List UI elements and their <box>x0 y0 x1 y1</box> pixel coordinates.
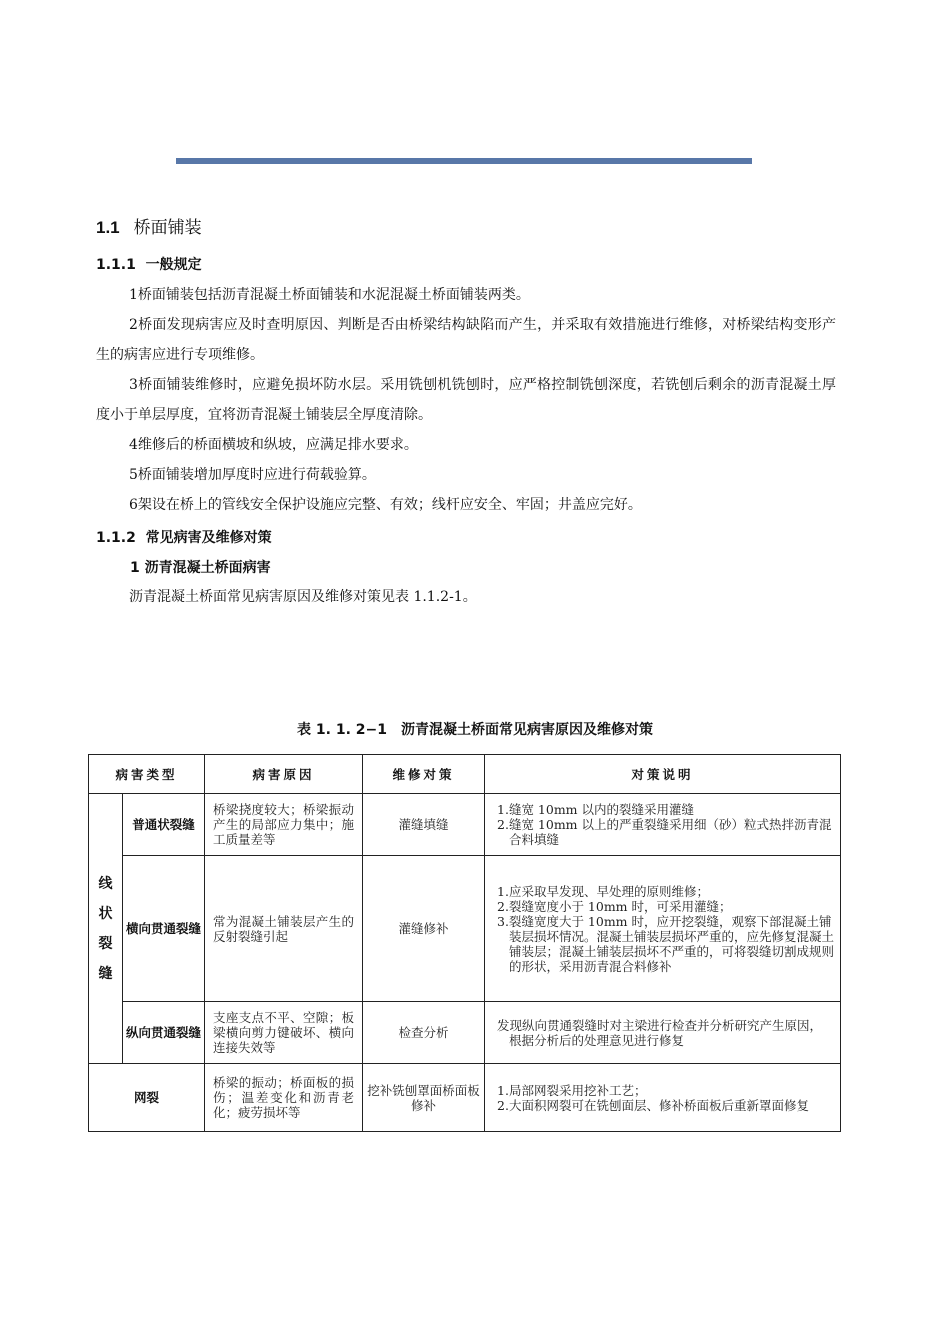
header-type: 病害类型 <box>89 755 205 794</box>
paragraph-6: 6架设在桥上的管线安全保护设施应完整、有效；线杆应安全、牢固；井盖应完好。 <box>129 497 642 513</box>
row-desc: 1.缝宽 10mm 以内的裂缝采用灌缝 2.缝宽 10mm 以上的严重裂缝采用细（砂）粒式热拌沥青混合料填缝 <box>485 794 841 856</box>
row-type: 纵向贯通裂缝 <box>123 1002 205 1064</box>
table-row <box>89 856 841 1002</box>
table-row <box>89 1002 841 1064</box>
group-label: 线状裂缝 <box>98 875 113 982</box>
row-desc: 1.局部网裂采用挖补工艺； 2.大面积网裂可在铣刨面层、修补桥面板后重新罩面修复 <box>485 1064 841 1132</box>
row-method: 灌缝填缝 <box>363 794 485 856</box>
section-number: 1.1 <box>96 218 120 237</box>
row-type: 横向贯通裂缝 <box>123 856 205 1002</box>
row-cause: 常为混凝土铺装层产生的反射裂缝引起 <box>205 856 363 1002</box>
paragraph-2: 2桥面发现病害应及时查明原因、判断是否由桥梁结构缺陷而产生，并采取有效措施进行维修，对桥梁结构变形产生的病害应进行专项维修。 <box>96 317 836 363</box>
subsection-heading-diseases: 1.1.2 常见病害及维修对策 <box>96 530 272 546</box>
row-cause: 桥梁挠度较大；桥梁振动产生的局部应力集中；施工质量差等 <box>205 794 363 856</box>
row-method: 灌缝修补 <box>363 856 485 1002</box>
header-rule <box>176 158 752 164</box>
paragraph-1: 1桥面铺装包括沥青混凝土桥面铺装和水泥混凝土桥面铺装两类。 <box>129 287 530 303</box>
section-title: 桥面铺装 <box>133 218 202 238</box>
row-method: 检查分析 <box>363 1002 485 1064</box>
row-cause: 支座支点不平、空隙；板梁横向剪力键破坏、横向连接失效等 <box>205 1002 363 1064</box>
row-desc: 1.应采取早发现、早处理的原则维修； 2.裂缝宽度小于 10mm 时，可采用灌缝； 3.裂缝宽度大于 10mm 时，应开挖裂缝，观察下部混凝土铺装层损坏情况。混凝土铺装层损坏严重的，应先修复混凝土铺装层；混凝土铺装层损坏不严重的，可将裂缝切割成规则的形状，采用沥青混合料修补 <box>485 856 841 1002</box>
table-header-row <box>89 755 841 794</box>
header-cause: 病害原因 <box>205 755 363 794</box>
table-intro: 沥青混凝土桥面常见病害原因及维修对策见表 1.1.2-1。 <box>129 589 477 605</box>
group-label-cell <box>89 794 123 1064</box>
row-type: 普通状裂缝 <box>123 794 205 856</box>
paragraph-4: 4维修后的桥面横坡和纵坡，应满足排水要求。 <box>129 437 418 453</box>
row-type: 网裂 <box>89 1064 205 1132</box>
header-desc: 对策说明 <box>485 755 841 794</box>
subsection-heading-general: 1.1.1 一般规定 <box>96 257 202 273</box>
row-desc: 发现纵向贯通裂缝时对主梁进行检查并分析研究产生原因，根据分析后的处理意见进行修复 <box>485 1002 841 1064</box>
paragraph-3: 3桥面铺装维修时，应避免损坏防水层。采用铣刨机铣刨时，应严格控制铣刨深度，若铣刨后剩余的沥青混凝土厚度小于单层厚度，宜将沥青混凝土铺装层全厚度清除。 <box>96 377 836 423</box>
table-row <box>89 794 841 856</box>
paragraph-5: 5桥面铺装增加厚度时应进行荷载验算。 <box>129 467 376 483</box>
table-caption: 表 1. 1. 2−1 沥青混凝土桥面常见病害原因及维修对策 <box>297 722 653 738</box>
disease-table <box>88 754 841 1132</box>
table-row <box>89 1064 841 1132</box>
row-cause: 桥梁的振动；桥面板的损伤；温差变化和沥青老化；疲劳损坏等 <box>205 1064 363 1132</box>
header-method: 维修对策 <box>363 755 485 794</box>
section-heading <box>96 213 202 238</box>
subheading-asphalt: 1 沥青混凝土桥面病害 <box>130 560 271 576</box>
row-method: 挖补铣刨罩面桥面板修补 <box>363 1064 485 1132</box>
